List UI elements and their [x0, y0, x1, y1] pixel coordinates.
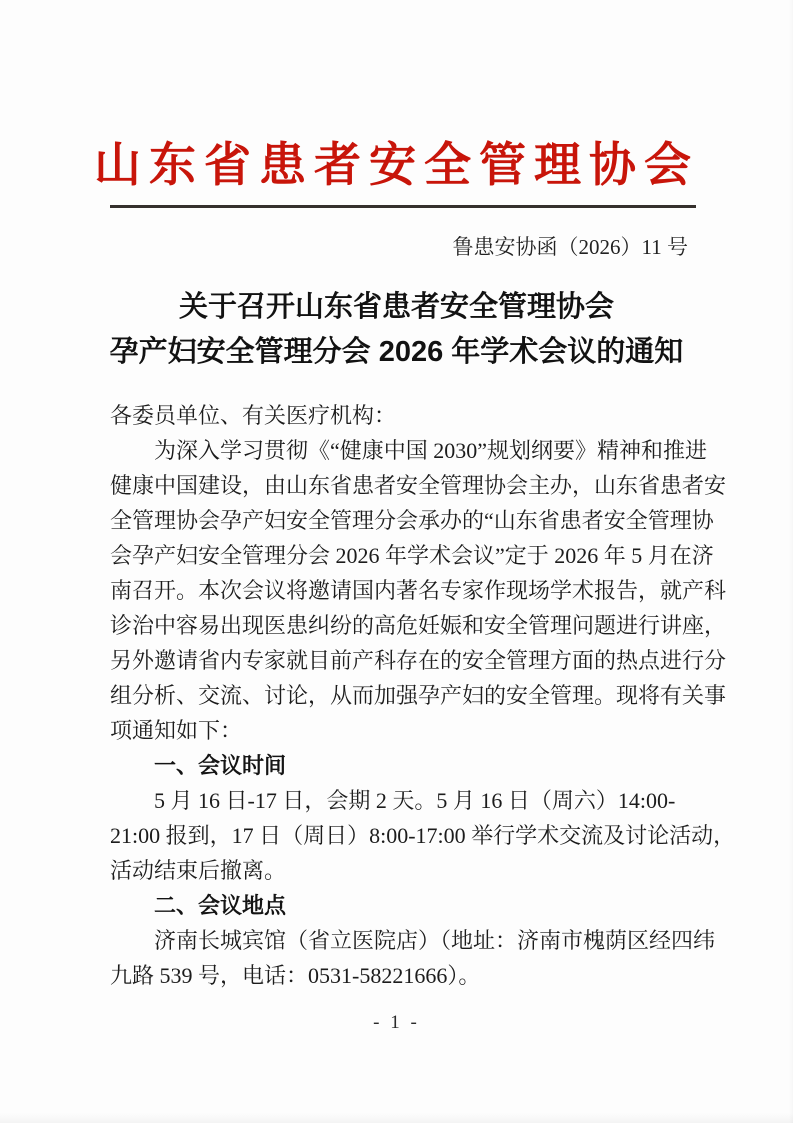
intro-line: 项通知如下：: [110, 718, 243, 743]
scan-edge-bottom: [0, 1113, 793, 1123]
intro-line: 会孕产妇安全管理分会 2026 年学术会议”定于 2026 年 5 月在济: [110, 543, 714, 568]
section-heading-meeting-venue: 二、会议地点: [154, 893, 287, 918]
section-line: 九路 539 号，电话：0531-58221666）。: [110, 963, 481, 988]
scan-edge-right: [789, 0, 793, 1123]
section-line: 21:00 报到，17 日（周日）8:00-17:00 举行学术交流及讨论活动，: [110, 823, 736, 848]
page-number: - 1 -: [373, 1012, 420, 1033]
intro-line: 诊治中容易出现医患纠纷的高危妊娠和安全管理问题进行讲座，: [110, 613, 727, 638]
intro-line: 全管理协会孕产妇安全管理分会承办的“山东省患者安全管理协: [110, 508, 714, 533]
intro-line: 南召开。本次会议将邀请国内著名专家作现场学术报告，就产科: [110, 578, 727, 603]
section-heading-meeting-time: 一、会议时间: [154, 753, 287, 778]
notice-title-line2: 孕产妇安全管理分会 2026 年学术会议的通知: [109, 336, 684, 368]
org-name-letterhead: 山东省患者安全管理协会: [94, 140, 699, 192]
intro-line: 健康中国建设，由山东省患者安全管理协会主办，山东省患者安: [110, 473, 727, 498]
section-line: 济南长城宾馆（省立医院店）（地址：济南市槐荫区经四纬: [154, 928, 716, 953]
intro-line: 另外邀请省内专家就目前产科存在的安全管理方面的热点进行分: [110, 648, 727, 673]
notice-title: [0, 285, 793, 375]
intro-line: 为深入学习贯彻《“健康中国 2030”规划纲要》精神和推进: [154, 438, 708, 463]
doc-reference-number: 鲁患安协函（2026）11 号: [452, 235, 688, 259]
intro-line: 组分析、交流、讨论，从而加强孕产妇的安全管理。现将有关事: [110, 683, 727, 708]
section-line: 5 月 16 日-17 日，会期 2 天。5 月 16 日（周六）14:00-: [154, 788, 676, 813]
letterhead-rule: [110, 205, 696, 208]
notice-body: [110, 398, 736, 993]
notice-title-line1: 关于召开山东省患者安全管理协会: [178, 291, 614, 323]
section-line: 活动结束后撤离。: [110, 858, 287, 883]
salutation-line: 各委员单位、有关医疗机构：: [110, 403, 397, 428]
